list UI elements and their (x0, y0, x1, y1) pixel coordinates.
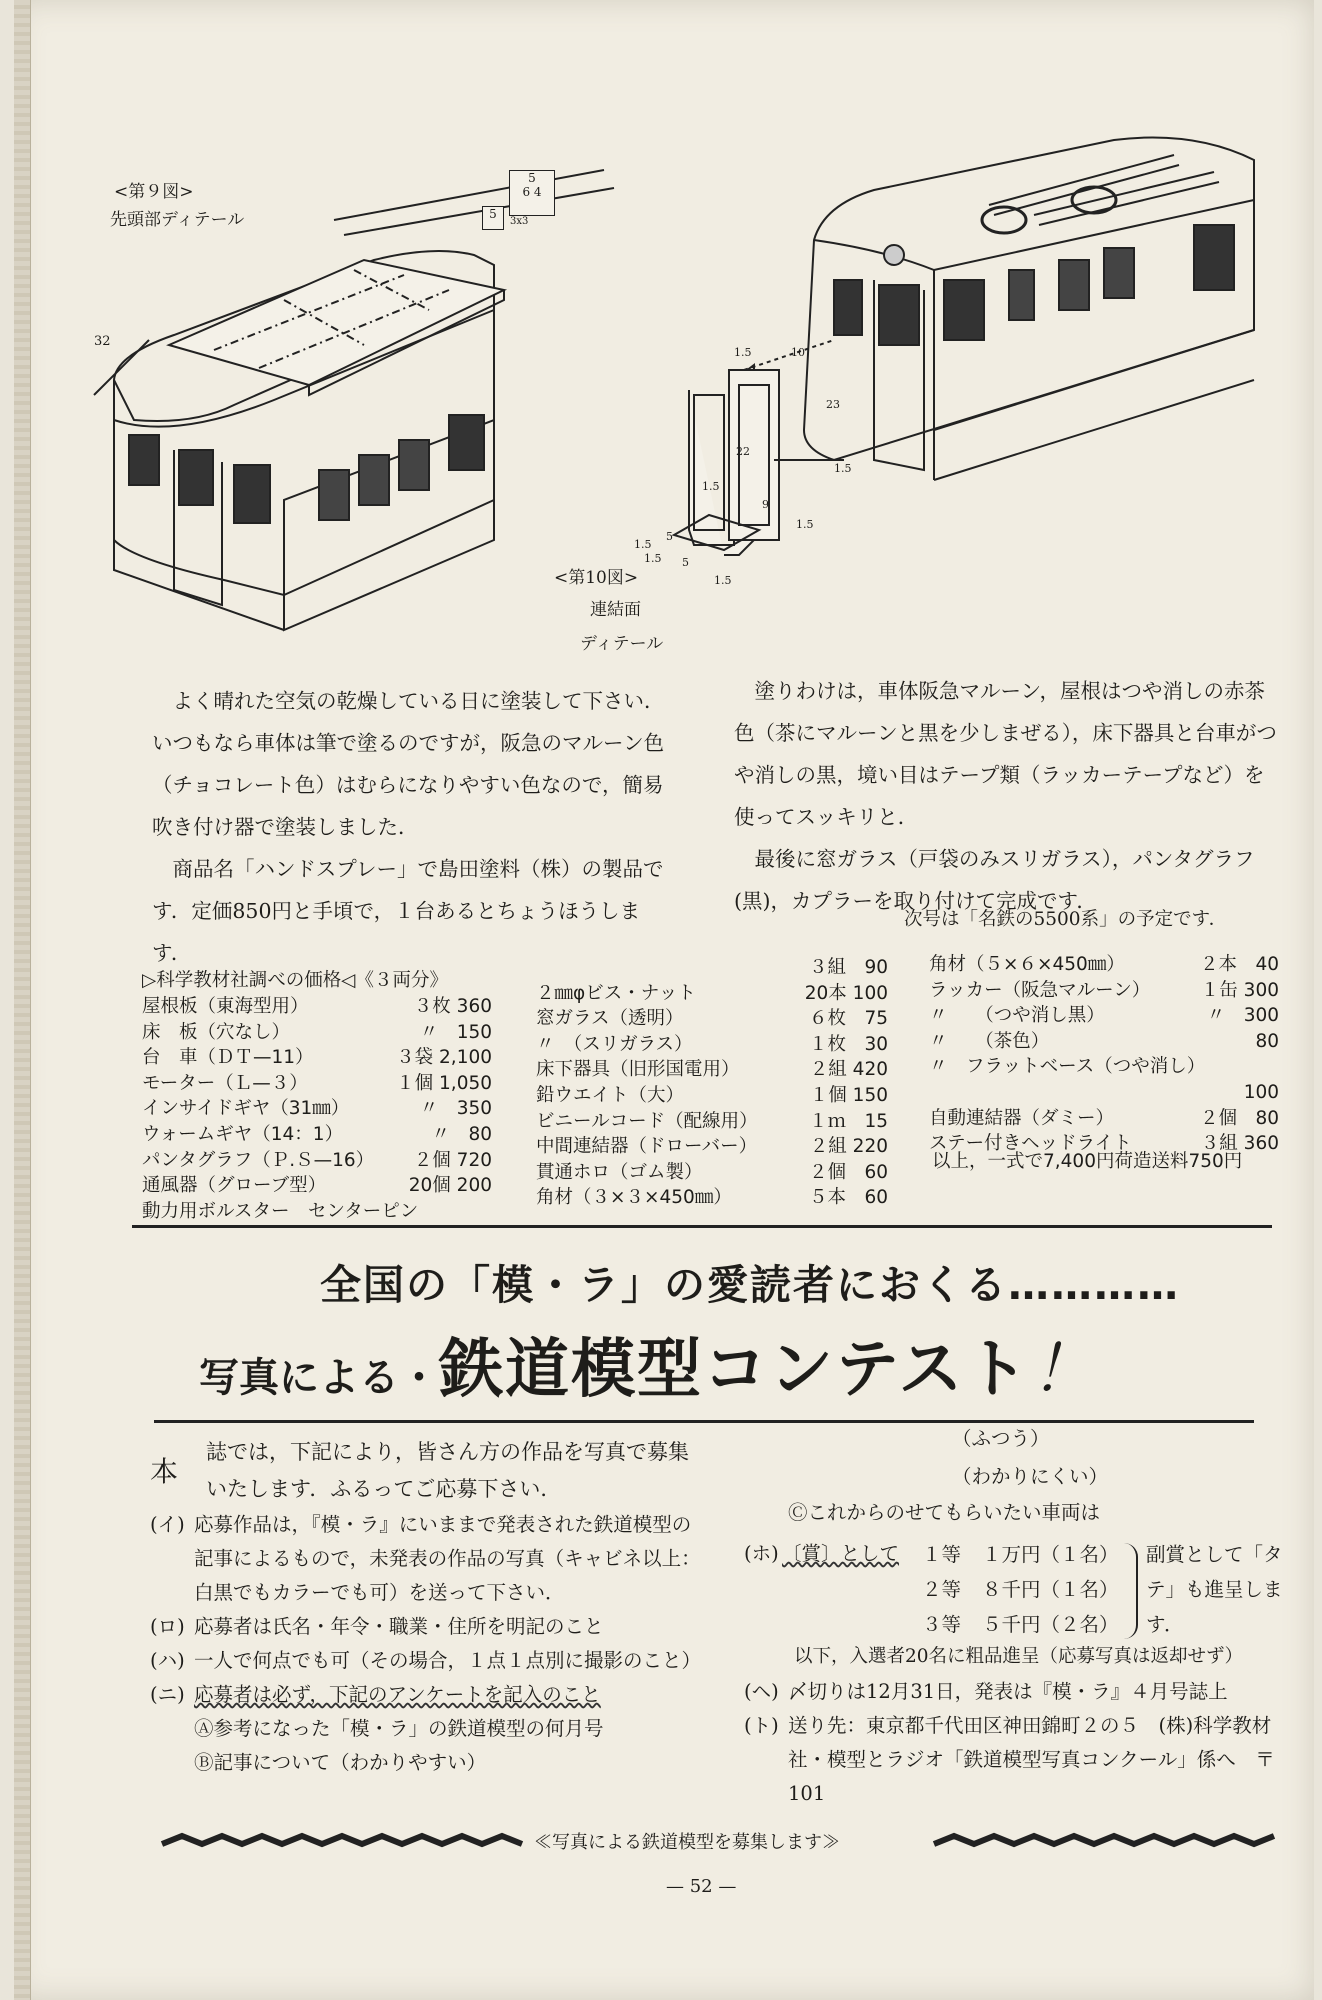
price-quantity: ２組 220 (809, 1136, 888, 1158)
price-item: ラッカー（阪急マルーン） (929, 979, 1151, 1001)
prize-rank: ２等 (922, 1578, 962, 1601)
fig10-dim-c: 23 (826, 398, 840, 411)
price-quantity: ３組 90 (808, 957, 888, 978)
price-item: 〃 （スリガラス） (536, 1033, 693, 1055)
fig9-dim-4: 4 (533, 185, 542, 199)
price-row (142, 1045, 492, 1071)
contest-items-right (744, 1675, 1290, 1811)
price-item: 窓ガラス（透明） (536, 1008, 684, 1030)
price-quantity: ６枚 75 (808, 1008, 888, 1030)
price-quantity (1205, 1054, 1279, 1080)
magazine-page (14, 0, 1314, 2000)
contest-title-rule (154, 1420, 1254, 1423)
contest-title-main: 鉄道模型コンテスト (439, 1333, 1031, 1407)
price-item: 貫通ホロ（ゴム製） (536, 1161, 703, 1183)
fig10-dim-b: 10 (791, 346, 805, 359)
survey-item-b: Ⓑ記事について（わかりやすい） (194, 1751, 487, 1774)
price-row (142, 1148, 492, 1174)
article-paragraph: 塗りわけは，車体阪急マルーン，屋根はつや消しの赤茶色（茶にマルーンと黒を少しまぜる），床下器具と台車がつや消しの黒，境い目はテープ類（ラッカーテープなど）を使ってスッキリと． (734, 679, 1277, 829)
fig10-label: <第10図> (554, 568, 639, 588)
price-quantity: ３組 360 (1200, 1133, 1279, 1155)
contest-item (150, 1678, 706, 1712)
price-item: ステー付きヘッドライト (929, 1133, 1132, 1155)
fig10-dim-e: 1.5 (702, 480, 720, 493)
fig9-small-box: 5 (482, 206, 504, 230)
price-row (536, 1134, 888, 1160)
fig9-detail-box (509, 170, 555, 216)
price-item: 〃 （茶色） (929, 1030, 1050, 1052)
price-item: インサイドギヤ（31㎜） (142, 1098, 350, 1120)
prize-amount: １万円（１名） (982, 1543, 1119, 1566)
price-item: 動力用ボルスター センターピン (142, 1200, 419, 1222)
banner-zigzag-left (162, 1832, 522, 1848)
price-item: 角材（５×６×450㎜） (929, 954, 1125, 975)
price-row (929, 952, 1279, 978)
contest-intro: 誌では，下記により，皆さん方の作品を写真で募集いたします．ふるってご応募下さい． (206, 1440, 689, 1501)
price-row (536, 981, 888, 1007)
price-item (536, 955, 770, 981)
price-list-heading: ▷科学教材社調べの価格◁《３両分》 (142, 970, 448, 991)
fig10-dim-f: 1.5 (834, 462, 852, 475)
contest-title-mark: ！ (1030, 1333, 1097, 1407)
price-row (142, 1199, 492, 1225)
fig9-dim-5: 5 (528, 171, 536, 185)
prize-row (922, 1607, 1119, 1642)
price-quantity: ３枚 360 (413, 996, 492, 1017)
fig9-dim-3x3: 3x3 (510, 216, 529, 227)
fig10-dim-j: 1.5 (644, 552, 662, 565)
fig9-leading-car-illustration (74, 150, 634, 640)
prize-row (922, 1537, 1119, 1572)
price-row (142, 1173, 492, 1199)
price-item: ２㎜φビス・ナット (536, 982, 696, 1004)
price-quantity: １個 1,050 (396, 1072, 492, 1094)
price-quantity: ２個 80 (1199, 1107, 1279, 1129)
prize-table (922, 1537, 1119, 1642)
fig10-dim-m: 1.5 (714, 574, 732, 587)
fig10-dim-g: 9 (762, 498, 769, 511)
price-quantity: ２組 420 (809, 1059, 888, 1081)
price-quantity: ２個 720 (413, 1149, 492, 1171)
item-text: 応募者は必ず，下記のアンケートを記入のこと (194, 1683, 601, 1706)
price-row (536, 1185, 888, 1211)
prize-note: 以下，入選者20名に粗品進呈（応募写真は返却せず） (794, 1646, 1244, 1667)
contest-dropcap: 本 (150, 1455, 179, 1488)
price-item: モーター（Ｌ—３） (142, 1072, 308, 1094)
survey-list (150, 1712, 706, 1780)
survey-item-c: Ⓒこれからのせてもらいたい車両は (788, 1501, 1101, 1524)
prize-row (922, 1572, 1119, 1607)
price-quantity: 20個 200 (408, 1175, 492, 1197)
price-item: ビニールコード（配線用） (536, 1110, 758, 1132)
prize-label: 〔賞〕として (782, 1542, 900, 1565)
price-item: ウォームギヤ（14：1） (142, 1123, 344, 1145)
price-quantity: １枚 30 (808, 1033, 888, 1055)
price-row (142, 994, 492, 1020)
price-row (929, 1003, 1279, 1029)
item-marker: (ヘ) (744, 1680, 779, 1703)
fig9-caption: 先頭部ディテール (110, 210, 245, 230)
fig10-dim-l: 5 (682, 556, 689, 569)
fig10-dim-h: 1.5 (796, 518, 814, 531)
article-left-column (152, 680, 672, 974)
fig10-dim-k: 5 (666, 530, 673, 543)
price-quantity: 〃 150 (419, 1021, 492, 1043)
fig10-coupling-end-illustration (634, 130, 1274, 590)
price-row (929, 1080, 1279, 1106)
page-number: — 52 — (666, 1876, 737, 1897)
item-text: 送り先：東京都千代田区神田錦町２の５ (株)科学教材社・模型とラジオ「鉄道模型写真コンクール」係へ 〒101 (788, 1714, 1275, 1805)
article-paragraph: よく晴れた空気の乾燥している日に塗装して下さい．いつもなら車体は筆で塗るのですが，阪急のマルーン色（チョコレート色）はむらになりやすい色なので，簡易吹き付け器で塗装しました． (152, 689, 665, 839)
item-marker: (ハ) (150, 1649, 185, 1672)
survey-option-normal: （ふつう） (952, 1427, 1050, 1450)
price-item: 床下器具（旧形国電用） (536, 1059, 740, 1081)
price-row (929, 1054, 1279, 1080)
fig10-dim-i: 1.5 (634, 538, 652, 551)
price-row (929, 978, 1279, 1004)
price-item: 〃 フラットベース（つや消し） (929, 1056, 1206, 1078)
article-paragraph: 商品名「ハンドスプレー」で島田塗料（株）の製品です．定価850円と手頃で，１台あるとちょうほうします． (152, 857, 664, 965)
price-list-column-2 (536, 955, 888, 1211)
contest-title-line2 (199, 1318, 1096, 1410)
item-marker: (ニ) (150, 1683, 185, 1706)
prize-rank: １等 (922, 1543, 962, 1566)
price-quantity: １個 150 (809, 1084, 888, 1106)
next-issue-note: 次号は「名鉄の5500系」の予定です． (904, 909, 1228, 930)
price-row (536, 1109, 888, 1135)
price-row (536, 955, 888, 981)
price-item: 角材（３×３×450㎜） (536, 1187, 732, 1209)
price-quantity: 80 (1255, 1030, 1279, 1052)
price-row (536, 1006, 888, 1032)
contest-item (744, 1709, 1290, 1811)
fig10-caption-line2: ディテール (580, 634, 664, 654)
item-marker: (イ) (150, 1513, 185, 1536)
price-quantity: 〃 80 (431, 1123, 492, 1145)
price-item: パンタグラフ（Ｐ.Ｓ—16） (142, 1149, 375, 1171)
price-item: 通風器（グローブ型） (142, 1175, 327, 1197)
contest-item (744, 1675, 1290, 1709)
price-row (142, 1096, 492, 1122)
fig10-dim-a: 1.5 (734, 346, 752, 359)
contest-item (150, 1610, 706, 1644)
fig9-label: <第９図> (114, 182, 194, 202)
price-item: 鉛ウエイト（大） (536, 1084, 685, 1106)
price-item: 床 板（穴なし） (142, 1021, 291, 1043)
price-quantity: 20本 100 (804, 982, 888, 1004)
price-quantity: 〃 350 (419, 1098, 492, 1120)
prize-amount: ８千円（１名） (982, 1578, 1119, 1601)
price-item: 自動連結器（ダミー） (929, 1107, 1115, 1129)
item-marker: (ト) (744, 1714, 779, 1737)
item-text: 応募作品は，『模・ラ』にいままで発表された鉄道模型の記事によるもので，未発表の作品の写真（キャビネ以上：白黒でもカラーでも可）を送って下さい． (194, 1513, 701, 1604)
price-quantity: １缶 300 (1200, 979, 1279, 1001)
contest-item (150, 1508, 706, 1610)
binding-edge (14, 0, 31, 2000)
price-row (142, 1071, 492, 1097)
contest-item (150, 1644, 706, 1678)
fig10-dim-d: 22 (736, 445, 750, 458)
prize-marker: (ホ) (744, 1542, 779, 1565)
price-quantity: ２本 40 (1199, 954, 1279, 975)
price-item: 中間連結器（ドローバー） (536, 1136, 758, 1158)
price-row (536, 1083, 888, 1109)
fig9-dim-6: 6 (522, 185, 531, 199)
price-item: 〃 （つや消し黒） (929, 1005, 1105, 1027)
item-text: 応募者は氏名・年令・職業・住所を明記のこと (194, 1615, 604, 1638)
prize-side-note: 副賞として「タテ」も進呈します． (1146, 1543, 1283, 1636)
article-right-column (734, 670, 1284, 922)
prize-amount: ５千円（２名） (982, 1613, 1119, 1636)
price-item: 台 車（ＤＴ—11） (142, 1047, 314, 1069)
survey-option-hard: （わかりにくい） (952, 1465, 1109, 1488)
survey-item-a: Ⓐ参考になった「模・ラ」の鉄道模型の何月号 (194, 1717, 604, 1740)
contest-title-prefix: 写真による・ (199, 1355, 439, 1401)
fig9-dim-32: 32 (94, 334, 111, 349)
item-marker: (ロ) (150, 1615, 185, 1638)
contest-banner: ≪写真による鉄道模型を募集します≫ (534, 1832, 840, 1853)
contest-title-line1: 全国の「模・ラ」の愛読者におくる………… (320, 1261, 1180, 1309)
price-quantity: ５本 60 (808, 1187, 888, 1209)
contest-items-left (150, 1508, 706, 1780)
price-quantity: 100 (1243, 1081, 1279, 1103)
price-row (536, 1057, 888, 1083)
price-quantity: ２個 60 (808, 1161, 888, 1183)
prize-brace (1124, 1543, 1138, 1639)
prize-rank: ３等 (922, 1613, 962, 1636)
banner-zigzag-right (934, 1832, 1274, 1848)
price-list-column-3 (929, 952, 1279, 1157)
price-list-column-1 (142, 994, 492, 1224)
price-row (536, 1032, 888, 1058)
price-quantity (418, 1199, 492, 1225)
price-row (142, 1020, 492, 1046)
price-row (929, 1029, 1279, 1055)
price-item: 屋根板（東海型用） (142, 996, 309, 1017)
item-text: 〆切りは12月31日，発表は『模・ラ』４月号誌上 (788, 1680, 1228, 1703)
contest-top-rule (132, 1225, 1272, 1228)
price-row (142, 1122, 492, 1148)
price-row (929, 1106, 1279, 1132)
price-quantity: 〃 300 (1206, 1005, 1279, 1027)
price-quantity: １ｍ 15 (808, 1110, 888, 1132)
article-paragraph: 最後に窓ガラス（戸袋のみスリガラス），パンタグラフ(黒)，カプラーを取り付けて完成です． (734, 847, 1255, 913)
fig10-caption-line1: 連結面 (590, 600, 641, 620)
price-row (536, 1160, 888, 1186)
item-text: 一人で何点でも可（その場合，１点１点別に撮影のこと） (194, 1649, 702, 1672)
price-item (929, 1080, 1161, 1106)
price-quantity: ３袋 2,100 (396, 1047, 492, 1069)
price-list-total: 以上，一式で7,400円荷造送料750円 (932, 1151, 1243, 1172)
